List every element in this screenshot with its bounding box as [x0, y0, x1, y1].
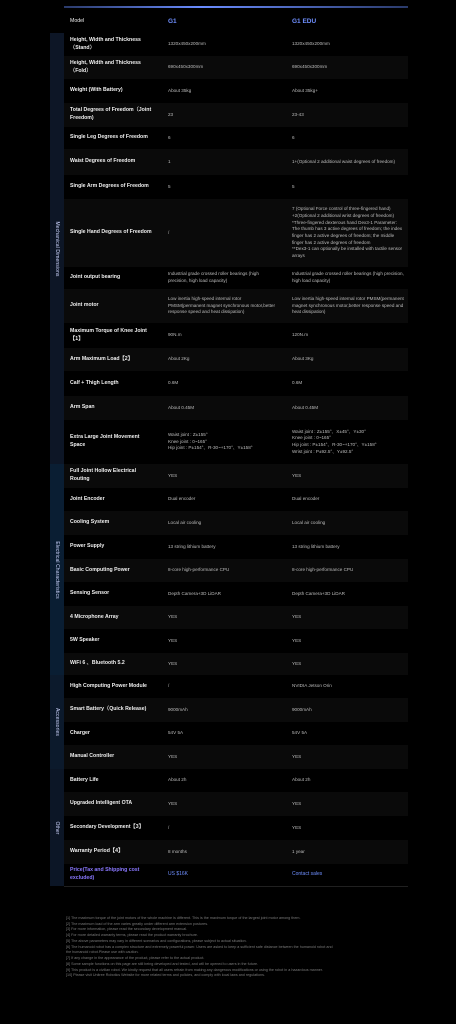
spec-label: Single Hand Degrees of Freedom: [70, 229, 152, 236]
spec-label: Single Leg Degrees of Freedom: [70, 134, 148, 141]
footnote: [1] The maximum torque of the joint motors of the whole machine is different. This is the maximum torque of the largest joint motor among them.: [66, 916, 301, 920]
table-row: [64, 840, 408, 865]
table-row: [64, 745, 408, 770]
spec-label: Price(Tax and Shipping cost excluded): [70, 867, 140, 881]
spec-label: Cooling System: [70, 519, 110, 526]
footnote: [8] Some sample functions on this page are still being developed and tested, and will be opened to users in the future.: [66, 961, 259, 966]
spec-label: 4 Microphone Array: [70, 613, 119, 620]
g1-value: 8 months: [168, 848, 187, 854]
g1-value: 5: [168, 183, 171, 189]
header-g1: G1: [168, 17, 177, 25]
table-row: [64, 582, 408, 607]
spec-label: Joint output bearing: [70, 274, 121, 281]
spec-label: Weight (With Battery): [70, 87, 123, 94]
table-row: [64, 606, 408, 630]
edu-value: YES: [292, 753, 302, 759]
edu-value: 120N.m: [292, 332, 309, 338]
section-label-accessories: [50, 675, 64, 769]
edu-value: YES: [292, 800, 302, 806]
table-row: [64, 629, 408, 654]
spec-label: Power Supply: [70, 543, 105, 550]
spec-label: Battery Life: [70, 776, 99, 783]
footnote: [7] If any change in the appearance of the product, please refer to the actual product.: [66, 956, 205, 961]
spec-label: Height, Width and Thickness（Fold）: [70, 59, 141, 74]
contact-sales-link[interactable]: Contact sales: [292, 871, 323, 878]
section-name: Electrical Characteristics: [54, 540, 60, 599]
table-row: [64, 199, 408, 268]
footnote: [10] Please visit Unitree Robotics Website for more related terms and policies, and comply with local laws and regulations.: [66, 973, 265, 978]
table-row: [64, 769, 408, 793]
table-row: [64, 323, 408, 349]
table-row: [64, 127, 408, 150]
spec-label: Charger: [70, 729, 90, 736]
section-name: Accessories: [54, 707, 60, 737]
g1-value: YES: [168, 753, 178, 759]
g1-value: About 0.45M: [168, 404, 195, 410]
table-row: [64, 653, 408, 676]
spec-label: Height, Width and Thickness（Stand）: [70, 36, 141, 51]
g1-value: 90N.m: [168, 332, 182, 338]
spec-label: Upgraded Intelligent OTA: [70, 800, 133, 807]
spec-label: Total Degrees of Freedom（Joint Freedom): [70, 107, 152, 121]
edu-value: YES: [292, 824, 302, 830]
section-name: Other: [54, 820, 60, 835]
g1-value: 690x450x300mm: [168, 64, 204, 70]
edu-value: 13 string lithium battery: [292, 543, 340, 549]
g1-value: 54V 5A: [168, 730, 184, 736]
footnote: [6] The humanoid robot has a complex structure and extremely powerful power. Users are asked to keep a sufficient safe distance between the humanoid robot and: [66, 944, 333, 949]
section-label-electrical: [50, 464, 64, 675]
g1-value: 23: [168, 111, 174, 117]
table-row: [64, 33, 408, 57]
edu-value: About 35kg+: [292, 87, 318, 93]
table-row: [64, 675, 408, 699]
g1-value: Local air cooling: [168, 519, 202, 525]
footnote: the humanoid robot.Please use with caution.: [66, 950, 139, 955]
edu-value: 9000mAh: [292, 706, 312, 712]
edu-value: 690x450x300mm: [292, 64, 328, 70]
spec-label: Extra Large Joint Movement Space: [70, 434, 140, 448]
spec-label: Joint Encoder: [70, 495, 105, 502]
footnote: [5] The above parameters may vary in different scenarios and configurations, please subject to actual situation.: [66, 938, 247, 943]
edu-value: 6: [292, 134, 295, 140]
g1-value: YES: [168, 800, 178, 806]
g1-value: 1: [168, 158, 171, 164]
header-g1-edu: G1 EDU: [292, 17, 317, 25]
table-row: [64, 79, 408, 104]
g1-value: About 2h: [168, 777, 187, 783]
table-row: [64, 396, 408, 421]
edu-value: About 2h: [292, 777, 311, 783]
edu-value: YES: [292, 472, 302, 478]
edu-value: 1+(Optional 2 additional waist degrees of freedom): [292, 158, 396, 164]
edu-value: About 3Kg: [292, 356, 314, 362]
footnote: [4] For more detailed warranty terms, please read the product warranty brochure.: [66, 933, 198, 938]
edu-value: 1 year: [292, 848, 305, 854]
spec-label: Manual Controller: [70, 753, 115, 760]
g1-value: Dual encoder: [168, 496, 196, 502]
spec-label: Basic Computing Power: [70, 566, 130, 573]
spec-label: Arm Maximum Load【2】: [70, 355, 133, 362]
g1-value: Waist joint : Z±155° Knee joint : 0~165° Hip joint : P±154°、R-30~+170°、Y±158°: [168, 432, 253, 451]
table-row: [64, 348, 408, 372]
footnote: [9] This product is a civilian robot. We kindly request that all users refrain from making any dangerous modifications or using the robot in a hazardous manner.: [66, 967, 323, 972]
g1-value: 9000mAh: [168, 706, 188, 712]
g1-value: YES: [168, 637, 178, 643]
table-row: [64, 149, 408, 176]
edu-value: 54V 5A: [292, 730, 308, 736]
edu-value: 23-43: [292, 111, 304, 117]
spec-label: Maximum Torque of Knee Joint【1】: [70, 327, 147, 342]
table-row: [64, 464, 408, 489]
g1-value: Industrial grade crossed roller bearings (high precision, high load capacity): [168, 271, 259, 283]
edu-value: Industrial grade crossed roller bearings (high precision, high load capacity): [292, 271, 404, 283]
g1-value: 1320x450x200mm: [168, 41, 206, 47]
table-row: [64, 792, 408, 817]
table-header-row: [64, 10, 408, 34]
table-row: [64, 175, 408, 200]
edu-value: About 0.45M: [292, 404, 319, 410]
edu-value: YES: [292, 637, 302, 643]
table-row: [64, 535, 408, 560]
spec-label: Single Arm Degrees of Freedom: [70, 183, 149, 190]
edu-value: NVIDIA Jetson Orin: [292, 683, 332, 689]
g1-value: Low inertia high-speed internal rotor PMSM(permanent magnet synchronous motor,better response speed and heat dissipation): [168, 296, 275, 315]
table-row: [64, 371, 408, 397]
spec-label: Calf + Thigh Length: [70, 379, 119, 386]
g1-value: YES: [168, 660, 178, 666]
edu-value: Depth Camera+3D LiDAR: [292, 590, 345, 596]
edu-value: Local air cooling: [292, 519, 326, 525]
g1-value: YES: [168, 614, 178, 620]
table-row: [64, 722, 408, 746]
footnote: [2] The maximum load of the arm varies greatly under different arm extension postures.: [66, 921, 209, 926]
g1-value: /: [168, 824, 170, 830]
price-row: [64, 864, 408, 887]
table-row: [64, 289, 408, 324]
spec-label: Warranty Period【4】: [70, 848, 124, 855]
section-label-other: [50, 769, 64, 886]
table-row: [64, 56, 408, 80]
g1-value: /: [168, 229, 170, 235]
g1-value: 6: [168, 134, 171, 140]
g1-value: /: [168, 683, 170, 689]
g1-value: 0.6M: [168, 380, 179, 386]
spec-label: Smart Battery（Quick Release): [70, 706, 147, 713]
spec-label: Sensing Sensor: [70, 590, 110, 597]
table-row: [64, 488, 408, 512]
g1-value: 8-core high-performance CPU: [168, 567, 230, 573]
footnote: [3] For more information, please read the secondary development manual.: [66, 927, 188, 932]
spec-label: Secondary Development【3】: [70, 824, 144, 831]
section-name: Mechanical Dimensions: [54, 221, 60, 276]
table-row: [64, 267, 408, 290]
edu-value: 1320x450x200mm: [292, 41, 330, 47]
footnotes: [66, 916, 416, 979]
edu-value: Dual encoder: [292, 496, 320, 502]
table-row: [64, 816, 408, 841]
table-row: [64, 511, 408, 536]
spec-table: [50, 6, 408, 914]
edu-value: Low inertia high-speed internal rotor PMSM(permanent magnet synchronous motor,better response speed and heat dissipation): [292, 296, 404, 315]
table-row: [64, 698, 408, 723]
spec-label: Full Joint Hollow Electrical Routing: [70, 468, 137, 482]
g1-value: YES: [168, 472, 178, 478]
edu-value: 8-core high-performance CPU: [292, 567, 354, 573]
edu-value: YES: [292, 614, 302, 620]
header-model-label: Model: [70, 17, 85, 24]
edu-value: 5: [292, 183, 295, 189]
table-row: [64, 559, 408, 583]
edu-value: YES: [292, 660, 302, 666]
table-row: [64, 420, 408, 465]
table-top-accent-bar: [64, 6, 408, 8]
edu-value: 0.6M: [292, 380, 303, 386]
spec-label: Joint motor: [70, 302, 99, 309]
g1-value: About 2Kg: [168, 356, 190, 362]
table-row: [64, 103, 408, 128]
g1-value: About 35kg: [168, 87, 192, 93]
spec-label: Waist Degrees of Freedom: [70, 158, 136, 165]
edu-value: 7 (Optional Force control of three-fingered hand) +2(Optional 2 additional wrist degrees of freedom) *Three-fingered dexterous hand Dex3-1 Parameter: The thumb has 3 active degrees of freedom; the index finger has 2 active degrees of freedom; the middle finger has 2 active degrees of freedom **Dex3-1 can optionally be installed with tactile sensor arrays: [292, 206, 403, 258]
g1-price: US $16K: [168, 871, 189, 878]
section-label-mechanical: [50, 33, 64, 464]
spec-label: WiFi 6 、Bluetooth 5.2: [70, 660, 125, 667]
spec-label: High Computing Power Module: [70, 682, 147, 689]
g1-value: 13 string lithium battery: [168, 543, 216, 549]
edu-value: Waist joint : Z±155°、X±45°、Y±30° Knee joint : 0~165° Hip joint : P±154°、R-30~+170°、Y±158° Wrist joint : P±92.5°、Y±92.5°: [292, 428, 377, 454]
spec-label: Arm Span: [70, 404, 95, 411]
spec-label: 5W Speaker: [70, 637, 100, 644]
g1-value: Depth Camera+3D LiDAR: [168, 590, 221, 596]
